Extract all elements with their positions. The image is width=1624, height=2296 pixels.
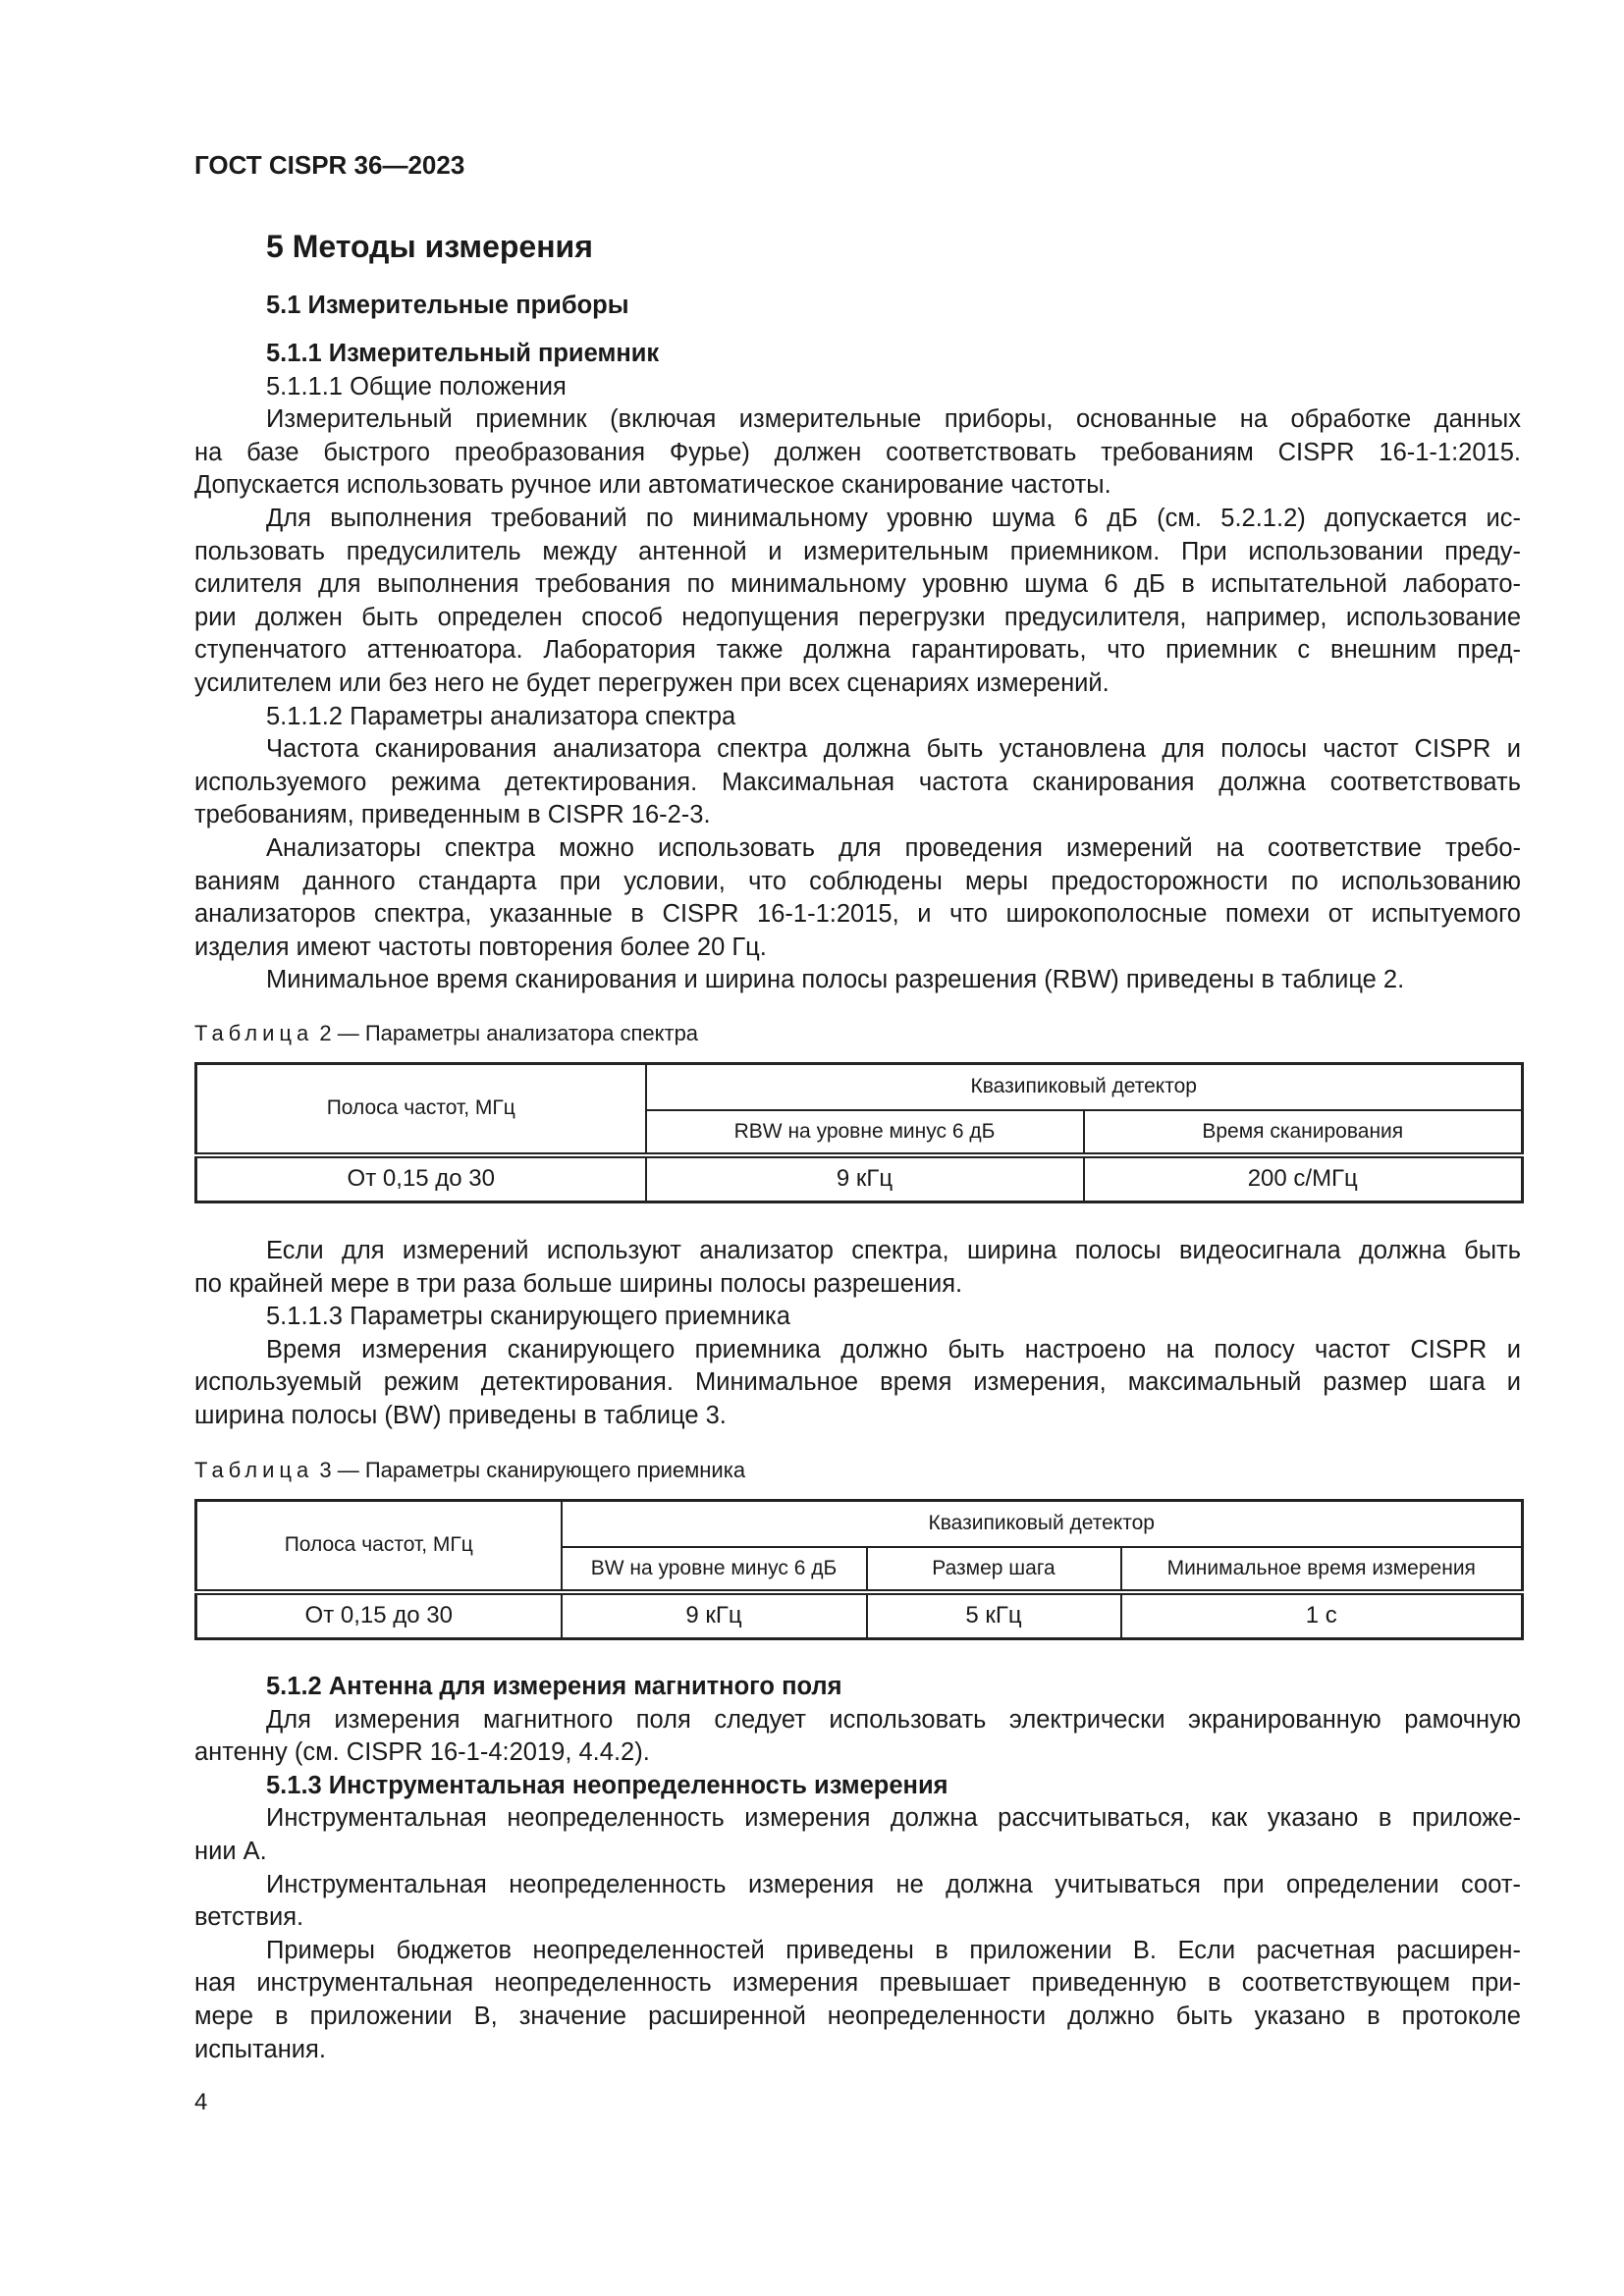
paragraph-line: ступенчатого аттенюатора. Лаборатория также должна гарантировать, что приемник с внешним пред- (194, 636, 1521, 665)
paragraph-line: на базе быстрого преобразования Фурье) должен соответствовать требованиям CISPR 16-1-1:2015. (194, 438, 1521, 466)
paragraph-line: пользовать предусилитель между антенной и измерительным приемником. При использовании преду- (194, 537, 1521, 565)
paragraph-line: ваниям данного стандарта при условии, что соблюдены меры предосторожности по использованию (194, 867, 1521, 895)
paragraph-line: нии А. (194, 1837, 267, 1865)
paragraph-line: антенну (см. CISPR 16-1-4:2019, 4.4.2). (194, 1738, 650, 1767)
paragraph-line: изделия имеют частоты повторения более 20 Гц. (194, 933, 767, 961)
table3 (194, 1499, 1524, 1640)
paragraph-line: Частота сканирования анализатора спектра должна быть установлена для полосы частот CISPR и (266, 735, 1521, 764)
paragraph-line: Допускается использовать ручное или автоматическое сканирование частоты. (194, 471, 1111, 500)
paragraph-line: мере в приложении В, значение расширенной неопределенности должно быть указано в протоколе (194, 2002, 1521, 2030)
text-block-antenna-uncertainty (194, 1671, 1521, 2066)
table2-caption-word: Таблица (194, 1021, 314, 1045)
table2-header-rbw: RBW на уровне минус 6 дБ (646, 1110, 1084, 1155)
paragraph-line: Примеры бюджетов неопределенностей приведены в приложении В. Если расчетная расширен- (266, 1936, 1521, 1964)
paragraph-line: Инструментальная неопределенность измерения должна рассчитываться, как указано в приложе- (266, 1804, 1521, 1833)
document-header: ГОСТ CISPR 36—2023 (194, 150, 465, 180)
table3-caption-title: 3 — Параметры сканирующего приемника (319, 1458, 746, 1482)
paragraph-line: Если для измерений используют анализатор спектра, ширина полосы видеосигнала должна быть (266, 1237, 1521, 1264)
paragraph-line: Минимальное время сканирования и ширина полосы разрешения (RBW) приведены в таблице 2. (266, 966, 1405, 994)
table3-header-step: Размер шага (867, 1547, 1121, 1592)
paragraph-line: анализаторов спектра, указанные в CISPR 16-1-1:2015, и что широкополосные помехи от испытуемого (194, 900, 1521, 929)
paragraph-line: ширина полосы (BW) приведены в таблице 3. (194, 1401, 727, 1429)
table3-header-time: Минимальное время измерения (1121, 1547, 1523, 1592)
table2-cell: 200 с/МГц (1084, 1155, 1523, 1202)
table2 (194, 1062, 1524, 1203)
paragraph-line: усилителем или без него не будет перегружен при всех сценариях измерений. (194, 668, 1110, 697)
paragraph-line: силителя для выполнения требования по минимальному уровню шума 6 дБ в испытательной лаборато- (194, 570, 1521, 599)
table3-cell: 9 кГц (562, 1592, 867, 1639)
table2-header-band: Полоса частот, МГц (196, 1064, 646, 1155)
table2-caption (194, 1019, 1521, 1048)
table3-caption-word: Таблица (194, 1458, 314, 1482)
paragraph-line: ная инструментальная неопределенность измерения превышает приведенную в соответствующем при- (194, 1969, 1521, 1998)
table2-header-sweep: Время сканирования (1084, 1110, 1523, 1155)
paragraph-line: используемого режима детектирования. Максимальная частота сканирования должна соответствовать (194, 768, 1521, 796)
text-block-scanning (194, 1235, 1521, 1433)
table2-cell: 9 кГц (646, 1155, 1084, 1202)
table3-header-group: Квазипиковый детектор (562, 1501, 1523, 1547)
paragraph-line: Инструментальная неопределенность измерения не должна учитываться при определении соот- (266, 1870, 1521, 1898)
table3-header-band: Полоса частот, МГц (196, 1501, 562, 1592)
paragraph-line: испытания. (194, 2035, 326, 2063)
page-number: 4 (194, 2089, 208, 2115)
subclause-heading: 5.1.1.1 Общие положения (266, 372, 567, 400)
paragraph-line: рии должен быть определен способ недопущения перегрузки предусилителя, например, использование (194, 603, 1521, 631)
table3-cell: 1 с (1121, 1592, 1523, 1639)
paragraph-line: ветствия. (194, 1903, 304, 1932)
paragraph-line: Измерительный приемник (включая измерительные приборы, основанные на обработке данных (266, 405, 1521, 434)
clause-heading: 5.1.2 Антенна для измерения магнитного поля (266, 1673, 842, 1700)
clause-heading: 5.1.1 Измерительный приемник (266, 340, 660, 367)
text-block-receiver (194, 338, 1521, 997)
table3-cell: 5 кГц (867, 1592, 1121, 1639)
table2-cell: От 0,15 до 30 (196, 1155, 646, 1202)
section-title: 5 Методы измерения (266, 229, 593, 264)
paragraph-line: Для измерения магнитного поля следует использовать электрически экранированную рамочную (266, 1705, 1521, 1734)
table3-cell: От 0,15 до 30 (196, 1592, 562, 1639)
subclause-heading: 5.1.1.3 Параметры сканирующего приемника (266, 1303, 790, 1331)
subclause-heading: 5.1.1.2 Параметры анализатора спектра (266, 702, 736, 730)
clause-heading: 5.1.3 Инструментальная неопределенность измерения (266, 1771, 948, 1799)
paragraph-line: требованиям, приведенным в CISPR 16-2-3. (194, 801, 711, 829)
paragraph-line: Анализаторы спектра можно использовать для проведения измерений на соответствие требо- (266, 833, 1521, 862)
subsection-title: 5.1 Измерительные приборы (266, 292, 629, 319)
table3-caption (194, 1456, 1521, 1485)
table3-header-bw: BW на уровне минус 6 дБ (562, 1547, 867, 1592)
paragraph-line: по крайней мере в три раза больше ширины полосы разрешения. (194, 1269, 963, 1298)
paragraph-line: Для выполнения требований по минимальному уровню шума 6 дБ (см. 5.2.1.2) допускается ис- (266, 504, 1521, 532)
paragraph-line: Время измерения сканирующего приемника должно быть настроено на полосу частот CISPR и (266, 1335, 1521, 1363)
table2-header-group: Квазипиковый детектор (646, 1064, 1523, 1110)
paragraph-line: используемый режим детектирования. Минимальное время измерения, максимальный размер шага и (194, 1368, 1521, 1397)
table2-caption-title: 2 — Параметры анализатора спектра (319, 1021, 699, 1045)
